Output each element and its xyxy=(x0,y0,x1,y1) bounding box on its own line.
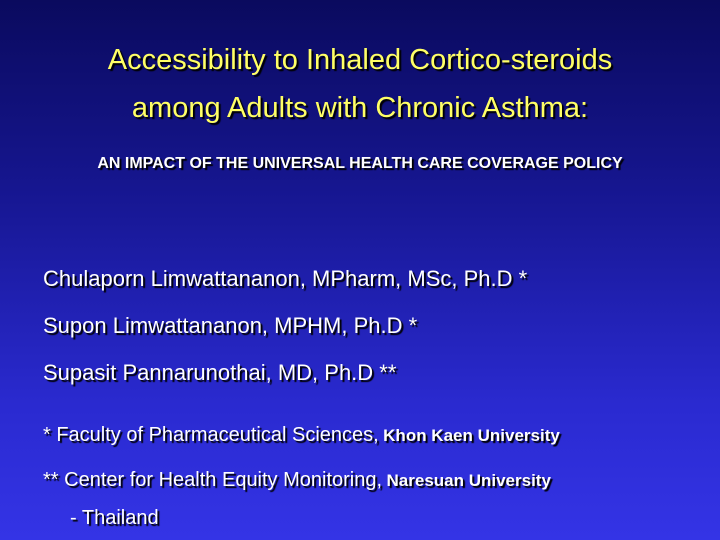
author-2: Supon Limwattananon, MPHM, Ph.D * xyxy=(43,313,418,338)
author-1: Chulaporn Limwattananon, MPharm, MSc, Ph.D * xyxy=(43,266,528,291)
affiliation-country: - Thailand xyxy=(70,507,159,529)
slide-title-line-2: among Adults with Chronic Asthma: xyxy=(131,92,589,124)
affiliation-1 xyxy=(43,420,560,451)
affiliation-2 xyxy=(43,465,551,496)
author-3: Supasit Pannarunothai, MD, Ph.D ** xyxy=(43,360,397,385)
slide-subtitle: AN IMPACT OF THE UNIVERSAL HEALTH CARE COVERAGE POLICY xyxy=(97,155,623,172)
affiliation-1-institution: Khon Kaen University xyxy=(383,426,560,445)
affiliation-2-department: ** Center for Health Equity Monitoring, xyxy=(43,469,383,491)
affiliation-1-department: * Faculty of Pharmaceutical Sciences, xyxy=(43,424,379,446)
slide-title-line-1: Accessibility to Inhaled Cortico-steroids xyxy=(107,44,613,76)
affiliation-2-institution: Naresuan University xyxy=(386,471,551,490)
